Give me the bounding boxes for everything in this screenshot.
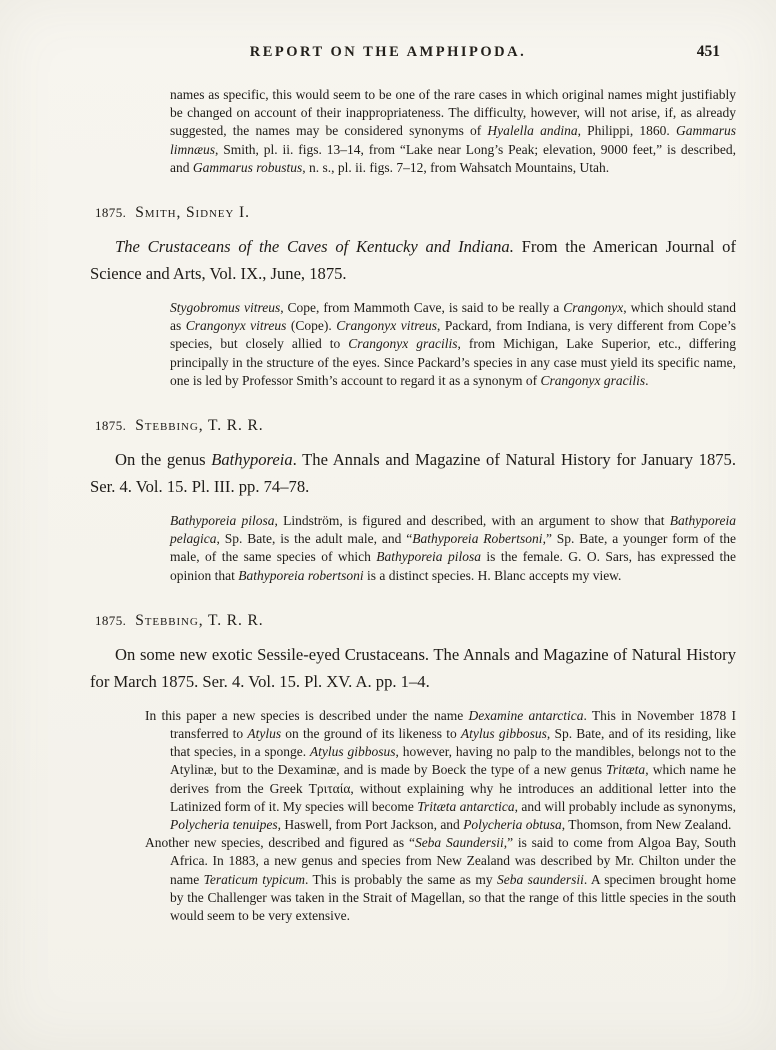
- entry-annotation: Stygobromus vitreus, Cope, from Mammoth Cave, is said to be really a Crangonyx, which should stand as Crangonyx vitreus (Cope). Crangonyx vitreus, Packard, from Indiana, is very different from Cope’s species, but closely allied to Crangonyx gracilis, from Michigan, Lake Superior, etc., differing principally in the structure of the eyes. Since Packard’s species in any case must yield its specific name, one is led by Professor Smith’s account to regard it as a synonym of Crangonyx gracilis.: [170, 300, 737, 388]
- bibliography-entry-stebbing-1875-jan: [0, 417, 776, 585]
- entry-author: Stebbing, T. R. R.: [135, 417, 264, 435]
- entry-annotation: Bathyporeia pilosa, Lindström, is figured and described, with an argument to show that Bathyporeia pelagica, Sp. Bate, is the adult male, and “Bathyporeia Robertsoni,” Sp. Bate, a younger form of the male, of the same species of which Bathyporeia pilosa is the female. G. O. Sars, has expressed the opinion that Bathyporeia robertsoni is a distinct species. H. Blanc accepts my view.: [170, 513, 736, 583]
- page-header: [0, 0, 776, 62]
- entry-year: 1875.: [95, 612, 127, 628]
- entry-title: On the genus Bathyporeia. The Annals and Magazine of Natural History for January 1875. Ser. 4. Vol. 15. Pl. III. pp. 74–78.: [90, 450, 736, 497]
- entry-annotation: Another new species, described and figured as “Seba Saundersii,” is said to come from Algoa Bay, South Africa. In 1883, a new genus and species from New Zealand was described by Mr. Chilton under the name Teraticum typicum. This is probably the same as my Seba saundersii. A specimen brought home by the Challenger was taken in the Strait of Magellan, so that the range of this little species in the south would seem to be very extensive.: [145, 835, 736, 924]
- page-number: 451: [696, 43, 720, 60]
- entry-title: The Crustaceans of the Caves of Kentucky and Indiana. From the American Journal of Science and Arts, Vol. IX., June, 1875.: [90, 237, 736, 284]
- bibliography-entry-smith-1875: [0, 204, 776, 390]
- entry-heading: [95, 417, 776, 435]
- entry-heading: [95, 204, 776, 222]
- running-title: REPORT ON THE AMPHIPODA.: [249, 44, 527, 60]
- entry-annotation: In this paper a new species is described under the name Dexamine antarctica. This in November 1878 I transferred to Atylus on the ground of its likeness to Atylus gibbosus, Sp. Bate, and of its residing, like that species, in a sponge. Atylus gibbosus, however, having no palp to the mandibles, belongs not to the Atylinæ, but to the Dexaminæ, and is made by Boeck the type of a new genus Tritæta, which name he derives from the Greek Τριταία, without explaining why he introduces an additional letter into the Latinized form of it. My species will become Tritæta antarctica, and will probably include as synonyms, Polycheria tenuipes, Haswell, from Port Jackson, and Polycheria obtusa, Thomson, from New Zealand.: [145, 707, 737, 833]
- entry-year: 1875.: [95, 418, 127, 434]
- entry-heading: [95, 612, 776, 630]
- entry-author: Smith, Sidney I.: [135, 204, 250, 222]
- bibliography-entry-stebbing-1875-mar: [0, 612, 776, 925]
- intro-continuation-paragraph: names as specific, this would seem to be one of the rare cases in which original names might justifiably be changed on account of their inappropriateness. The difficulty, however, will not arise, if, as already suggested, the names may be considered synonyms of Hyalella andina, Philippi, 1860. Gammarus limnæus, Smith, pl. ii. figs. 13–14, from “Lake near Long’s Peak; elevation, 9000 feet,” is described, and Gammarus robustus, n. s., pl. ii. figs. 7–12, from Wahsatch Mountains, Utah.: [170, 87, 736, 175]
- entry-author: Stebbing, T. R. R.: [135, 611, 264, 629]
- entry-year: 1875.: [95, 205, 127, 221]
- entry-title: On some new exotic Sessile-eyed Crustaceans. The Annals and Magazine of Natural History for March 1875. Ser. 4. Vol. 15. Pl. XV. A. pp. 1–4.: [90, 644, 736, 691]
